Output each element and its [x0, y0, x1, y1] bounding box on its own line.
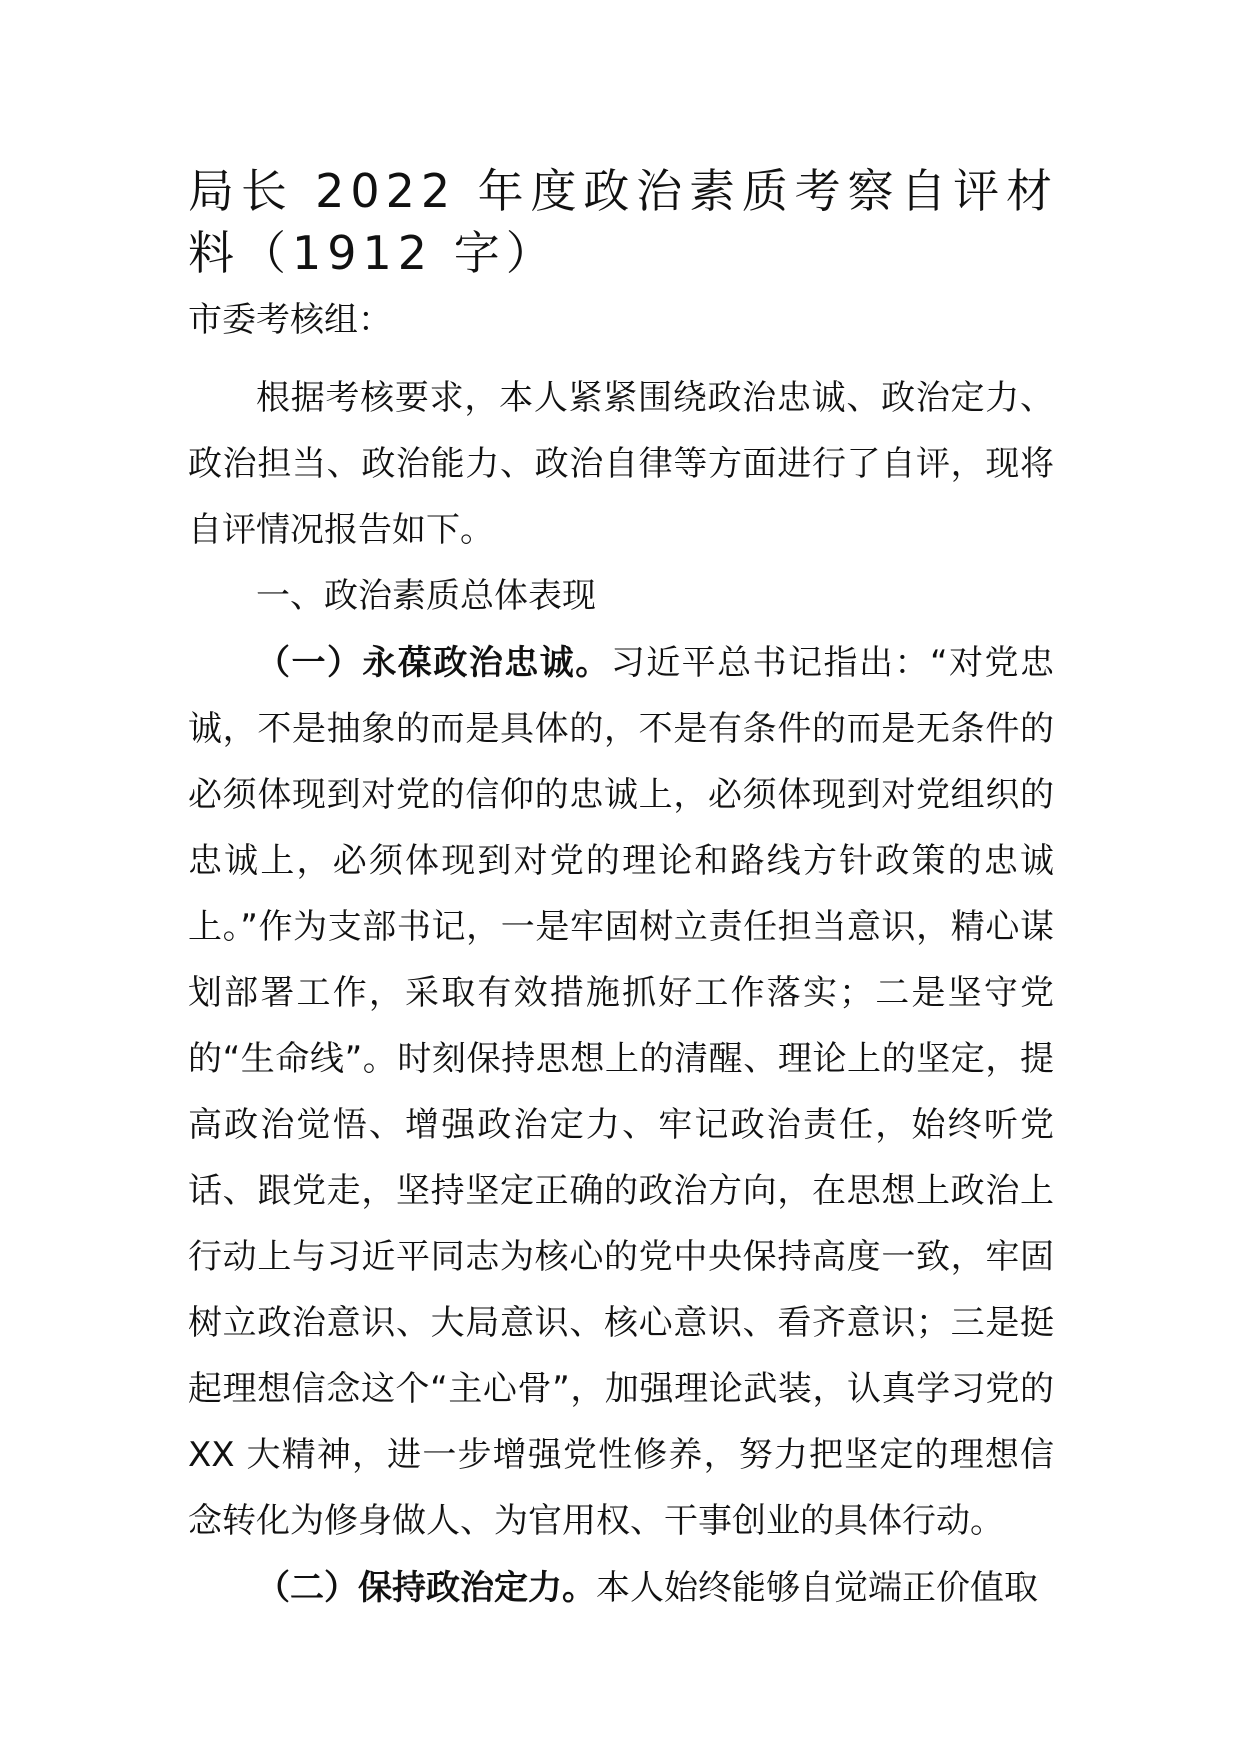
item-2-text: 本人始终能够自觉端正价值取 — [596, 1568, 1038, 1608]
item-1-label: （一）永葆政治忠诚。 — [256, 643, 611, 683]
item-2-paragraph — [188, 1555, 1054, 1621]
item-1-text: 习近平总书记指出：“对党忠诚，不是抽象的而是具体的，不是有条件的而是无条件的必须体现到对党的信仰的忠诚上，必须体现到对党组织的忠诚上，必须体现到对党的理论和路线方针政策的忠诚上。”作为支部书记，一是牢固树立责任担当意识，精心谋划部署工作，采取有效措施抓好工作落实；二是坚守党的“生命线”。时刻保持思想上的清醒、理论上的坚定，提高政治觉悟、增强政治定力、牢记政治责任，始终听党话、跟党走，坚持坚定正确的政治方向，在思想上政治上行动上与习近平同志为核心的党中央保持高度一致，牢固树立政治意识、大局意识、核心意识、看齐意识；三是挺起理想信念这个“主心骨”，加强理论武装，认真学习党的 XX 大精神，进一步增强党性修养，努力把坚定的理想信念转化为修身做人、为官用权、干事创业的具体行动。 — [188, 643, 1054, 1541]
section-heading: 一、政治素质总体表现 — [256, 576, 596, 616]
document-title: 局长 2022 年度政治素质考察自评材料（1912 字） — [188, 164, 1058, 280]
intro-paragraph: 根据考核要求，本人紧紧围绕政治忠诚、政治定力、政治担当、政治能力、政治自律等方面进行了自评，现将自评情况报告如下。 — [188, 378, 1054, 550]
salutation: 市委考核组： — [188, 300, 392, 340]
item-1-paragraph — [188, 630, 1054, 1554]
item-2-label: （二）保持政治定力。 — [256, 1568, 596, 1608]
